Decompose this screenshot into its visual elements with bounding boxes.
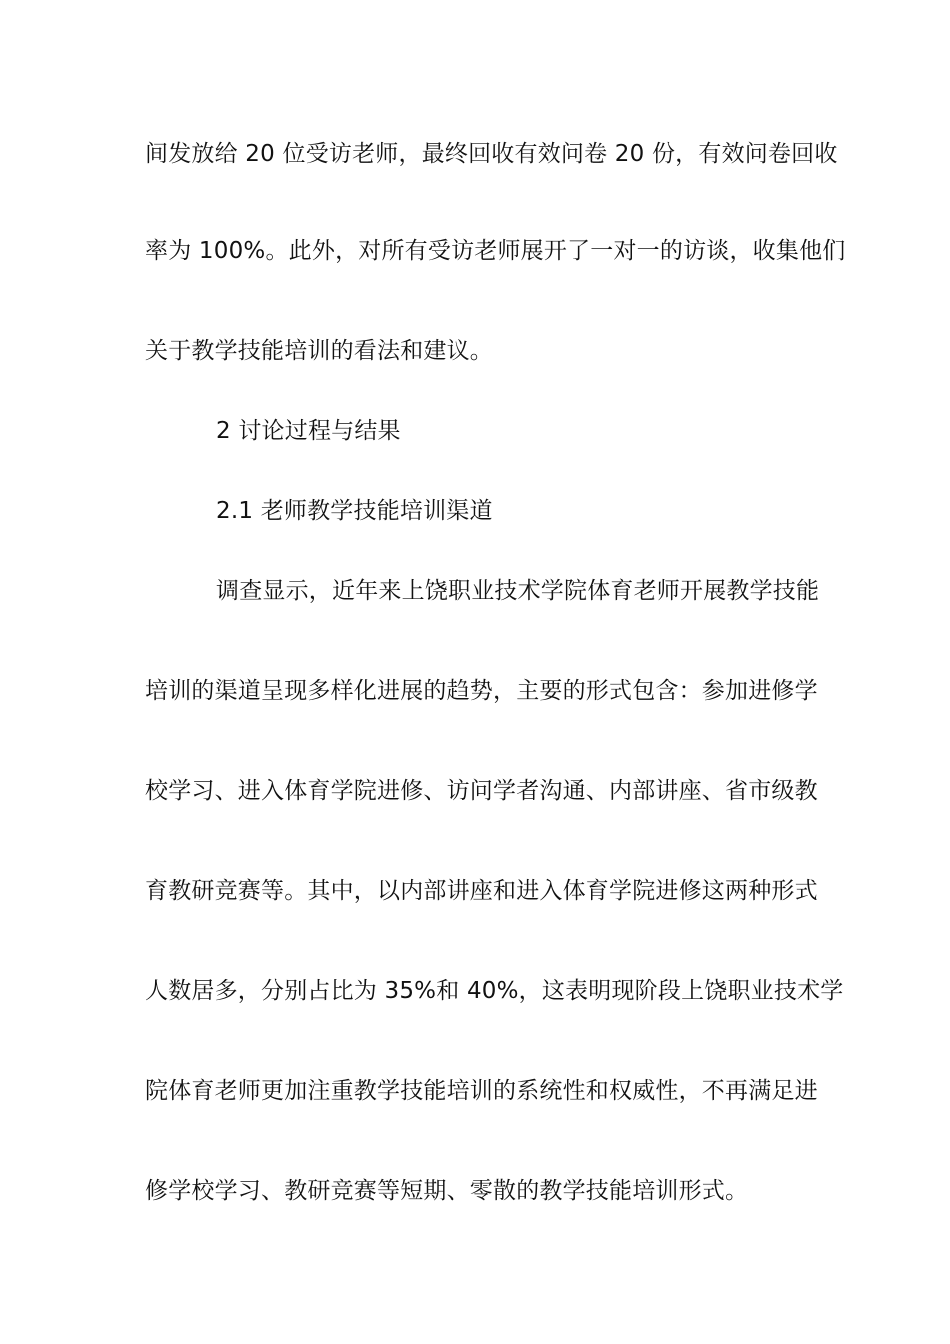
section-heading: 2 讨论过程与结果 [216, 418, 401, 444]
paragraph-line: 关于教学技能培训的看法和建议。 [145, 338, 493, 364]
paragraph-line: 院体育老师更加注重教学技能培训的系统性和权威性，不再满足进 [145, 1078, 818, 1104]
paragraph-line: 修学校学习、教研竞赛等短期、零散的教学技能培训形式。 [145, 1178, 749, 1204]
paragraph-line: 育教研竞赛等。其中，以内部讲座和进入体育学院进修这两种形式 [145, 878, 818, 904]
paragraph-line: 调查显示，近年来上饶职业技术学院体育老师开展教学技能 [216, 578, 820, 604]
subsection-heading: 2.1 老师教学技能培训渠道 [216, 498, 493, 524]
paragraph-line: 人数居多，分别占比为 35%和 40%，这表明现阶段上饶职业技术学 [145, 978, 844, 1004]
paragraph-line: 率为 100%。此外，对所有受访老师展开了一对一的访谈，收集他们 [145, 238, 846, 264]
paragraph-line: 间发放给 20 位受访老师，最终回收有效问卷 20 份，有效问卷回收 [145, 141, 838, 167]
paragraph-line: 校学习、进入体育学院进修、访问学者沟通、内部讲座、省市级教 [145, 778, 818, 804]
paragraph-line: 培训的渠道呈现多样化进展的趋势，主要的形式包含：参加进修学 [145, 678, 818, 704]
